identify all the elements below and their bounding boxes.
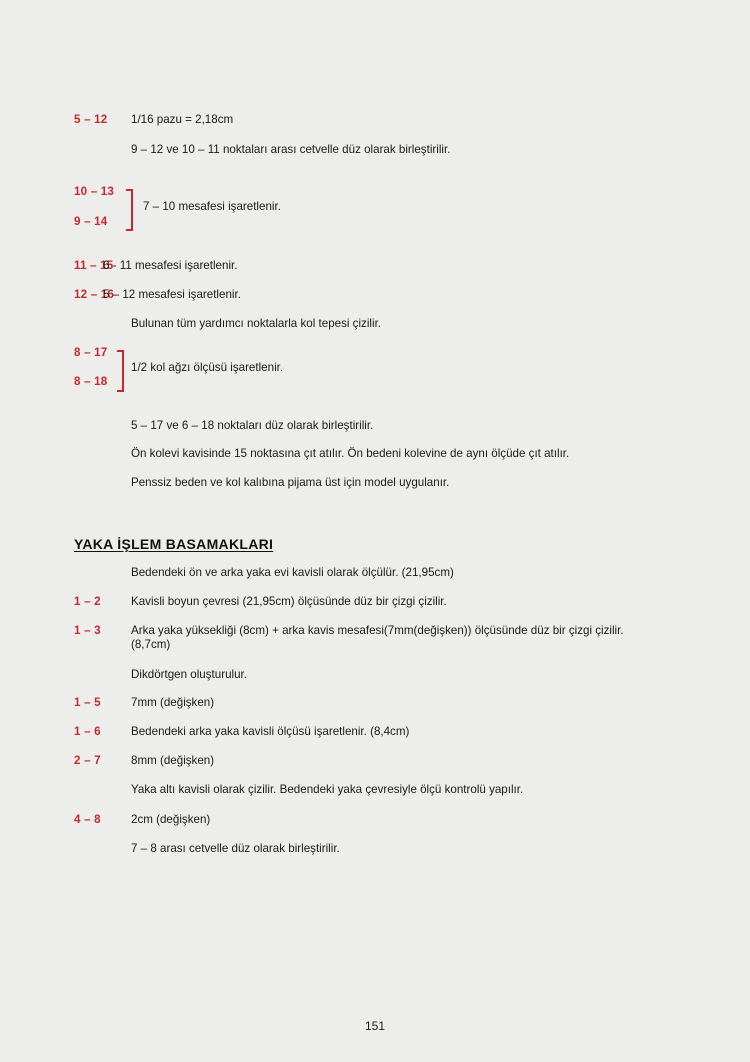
- step-number: 10 – 13: [74, 185, 115, 198]
- step-text: 7mm (değişken): [131, 696, 215, 709]
- step-text: Dikdörtgen oluşturulur.: [131, 668, 247, 681]
- step-number: 11 – 15: [74, 259, 114, 272]
- step-text: 7 – 10 mesafesi işaretlenir.: [143, 200, 281, 213]
- step-text: 5 – 17 ve 6 – 18 noktaları düz olarak birleştirilir.: [131, 419, 374, 432]
- step-number: 4 – 8: [74, 813, 101, 826]
- page-number: 151: [364, 1019, 386, 1033]
- step-text: Kavisli boyun çevresi (21,95cm) ölçüsünde düz bir çizgi çizilir.: [131, 595, 447, 608]
- bracket-mark: [126, 189, 133, 231]
- step-number: 5 – 12: [74, 113, 108, 126]
- step-number: 12 – 16: [74, 288, 115, 301]
- step-number: 9 – 14: [74, 215, 108, 228]
- step-text: 7 – 8 arası cetvelle düz olarak birleştirilir.: [131, 842, 340, 855]
- section-heading: YAKA İŞLEM BASAMAKLARI: [74, 536, 274, 552]
- step-text: 2cm (değişken): [131, 813, 211, 826]
- step-text: Bedendeki ön ve arka yaka evi kavisli olarak ölçülür. (21,95cm): [131, 566, 454, 579]
- step-text: 6 - 11 mesafesi işaretlenir.: [103, 259, 238, 272]
- step-text: 8mm (değişken): [131, 754, 215, 767]
- step-number: 1 – 5: [74, 696, 101, 709]
- step-number: 1 – 2: [74, 595, 101, 608]
- step-text: Bedendeki arka yaka kavisli ölçüsü işaretlenir. (8,4cm): [131, 725, 410, 738]
- step-number: 8 – 17: [74, 346, 108, 359]
- step-number: 1 – 6: [74, 725, 101, 738]
- step-text: 9 – 12 ve 10 – 11 noktaları arası cetvelle düz olarak birleştirilir.: [131, 143, 451, 156]
- step-text: Penssiz beden ve kol kalıbına pijama üst için model uygulanır.: [131, 476, 450, 489]
- step-text: Arka yaka yüksekliği (8cm) + arka kavis mesafesi(7mm(değişken)) ölçüsünde düz bir çizgi çizilir. (8,7cm): [131, 624, 624, 651]
- step-text: 1/2 kol ağzı ölçüsü işaretlenir.: [131, 361, 284, 374]
- step-text: Bulunan tüm yardımcı noktalarla kol tepesi çizilir.: [131, 317, 382, 330]
- step-text: Yaka altı kavisli olarak çizilir. Bedendeki yaka çevresiyle ölçü kontrolü yapılır.: [131, 783, 524, 796]
- step-number: 1 – 3: [74, 624, 101, 637]
- step-number: 2 – 7: [74, 754, 101, 767]
- step-text: 1/16 pazu = 2,18cm: [131, 113, 234, 126]
- step-number: 8 – 18: [74, 375, 108, 388]
- step-text: 5 – 12 mesafesi işaretlenir.: [103, 288, 241, 301]
- bracket-mark: [117, 350, 124, 392]
- step-text: Ön kolevi kavisinde 15 noktasına çıt atılır. Ön bedeni kolevine de aynı ölçüde çıt atılır.: [131, 447, 570, 460]
